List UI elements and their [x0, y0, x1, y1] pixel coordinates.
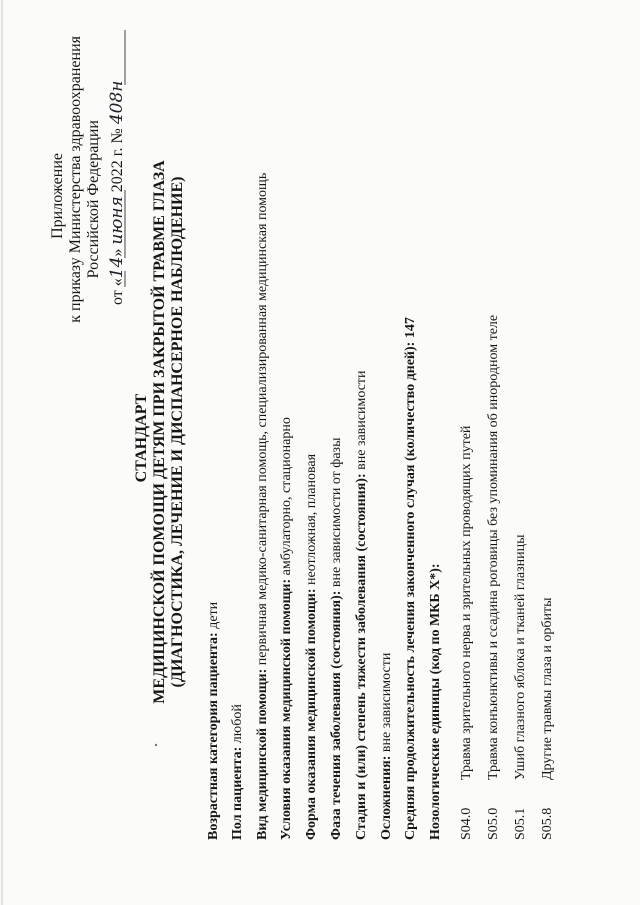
field-age	[206, 601, 221, 840]
nosology-code-s05-1: S05.1	[513, 807, 528, 840]
field-form-value: неотложная, плановая	[304, 453, 319, 589]
field-conditions	[279, 417, 294, 840]
field-age-value: дети	[206, 601, 221, 633]
field-duration-value: 147	[403, 317, 418, 342]
nosology-text-s05-8: Другие травмы глаза и орбиты	[540, 597, 555, 780]
field-conditions-value: амбулаторно, стационарно	[279, 417, 294, 579]
nosology-text-s04-0: Травма зрительного нерва и зрительных проводящих путей	[459, 425, 474, 780]
field-nosology-label: Нозологические единицы (код по МКБ X*):	[428, 563, 443, 840]
field-age-label: Возрастная категория пациента:	[206, 632, 221, 840]
field-complications-value: вне зависимости	[379, 652, 394, 756]
field-form-label: Форма оказания медицинской помощи:	[304, 588, 319, 840]
field-care-type	[255, 173, 270, 840]
field-care-type-label: Вид медицинской помощи:	[255, 668, 270, 840]
field-sex-label: Пол пациента:	[230, 746, 245, 840]
appendix-date-line	[107, 81, 127, 305]
field-sex-value: любой	[230, 704, 245, 747]
nosology-code-s05-8: S05.8	[540, 807, 555, 840]
field-phase	[329, 437, 344, 840]
nosology-text-s05-0: Травма конъюнктивы и ссадина роговицы без упоминания об инородном теле	[486, 314, 501, 780]
date-year: 2022 г. №	[109, 128, 126, 197]
field-complications-label: Осложнения:	[379, 755, 394, 840]
nosology-code-s04-0: S04.0	[459, 807, 474, 840]
field-form	[304, 453, 319, 840]
field-care-type-value: первичная медико-санитарная помощь, специализированная медицинская помощь	[255, 172, 270, 669]
nosology-code-s05-0: S05.0	[486, 807, 501, 840]
title-subtitle: (ДИАГНОСТИКА, ЛЕЧЕНИЕ И ДИСПАНСЕРНОЕ НАБЛЮДЕНИЕ)	[169, 176, 186, 688]
appendix-block	[49, 30, 127, 323]
field-stage	[354, 370, 369, 840]
field-stage-label: Стадия и (или) степень тяжести заболевания (состояния):	[354, 473, 369, 840]
nosology-text-s05-1: Ушиб глазного яблока и тканей глазницы	[513, 534, 528, 780]
order-number-handwritten: 408н	[107, 80, 127, 125]
field-sex	[230, 704, 245, 840]
date-mid: »	[109, 244, 126, 257]
title-main: МЕДИЦИНСКОЙ ПОМОЩИ ДЕТЯМ ПРИ ЗАКРЫТОЙ ТРАВМЕ ГЛАЗА	[151, 160, 168, 704]
nosology-list	[459, 315, 555, 840]
title-standard: СТАНДАРТ	[133, 393, 150, 483]
standard-fields	[206, 173, 443, 840]
appendix-federation: Российской Федерации	[85, 120, 102, 279]
date-month-handwritten: июня	[107, 196, 127, 245]
date-day-handwritten: 14	[107, 256, 127, 279]
field-duration-label: Средняя продолжительность лечения законченного случая (количество дней):	[403, 341, 418, 840]
document-title	[133, 160, 186, 704]
field-stage-value: вне зависимости	[354, 370, 369, 474]
field-duration	[403, 317, 418, 840]
field-phase-label: Фаза течения заболевания (состояния):	[329, 590, 344, 840]
field-complications	[379, 652, 394, 840]
appendix-order-ref: к приказу Министерства здравоохранения	[67, 36, 84, 323]
appendix-title: Приложение	[49, 153, 66, 239]
scan-speck	[155, 744, 157, 746]
rotated-content	[49, 30, 555, 840]
field-conditions-label: Условия оказания медицинской помощи:	[279, 578, 294, 840]
field-phase-value: вне зависимости от фазы	[329, 437, 344, 591]
date-prefix: от «	[109, 278, 126, 305]
